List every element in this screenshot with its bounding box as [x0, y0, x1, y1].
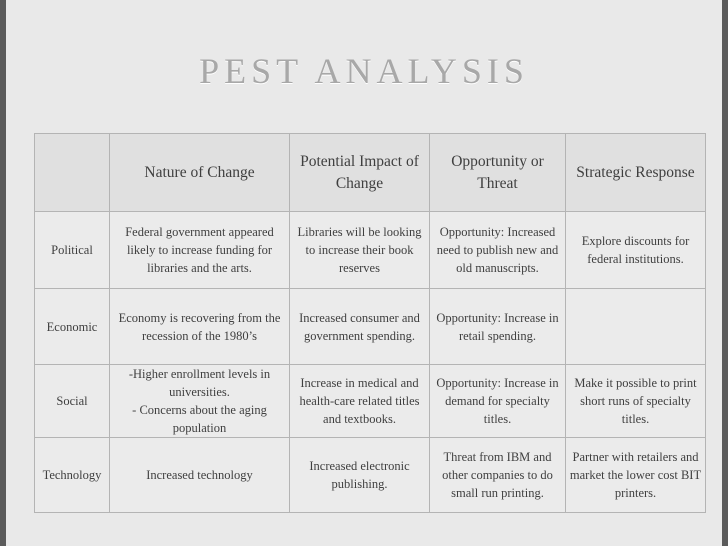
- table-row-political: [35, 212, 706, 289]
- row-label: Economic: [35, 289, 110, 365]
- slide: [6, 0, 722, 546]
- cell-nature: Increased technology: [110, 438, 290, 513]
- slide-title: PEST ANALYSIS: [199, 51, 529, 91]
- cell-impact: Increased consumer and government spending.: [290, 289, 430, 365]
- cell-response: Make it possible to print short runs of specialty titles.: [566, 365, 706, 438]
- cell-nature: -Higher enrollment levels in universities. - Concerns about the aging population: [110, 365, 290, 438]
- table-header-row: [35, 134, 706, 212]
- row-label: Technology: [35, 438, 110, 513]
- cell-opportunity: Threat from IBM and other companies to do small run printing.: [430, 438, 566, 513]
- cell-response: Partner with retailers and market the lower cost BIT printers.: [566, 438, 706, 513]
- cell-impact: Libraries will be looking to increase their book reserves: [290, 212, 430, 289]
- header-cell-opportunity: Opportunity or Threat: [430, 134, 566, 212]
- row-label: Political: [35, 212, 110, 289]
- pest-table: [34, 133, 706, 513]
- cell-nature: Federal government appeared likely to increase funding for libraries and the arts.: [110, 212, 290, 289]
- row-label: Social: [35, 365, 110, 438]
- cell-opportunity: Opportunity: Increase in retail spending.: [430, 289, 566, 365]
- cell-nature: Economy is recovering from the recession of the 1980’s: [110, 289, 290, 365]
- header-cell-nature: Nature of Change: [110, 134, 290, 212]
- cell-response: [566, 289, 706, 365]
- cell-opportunity: Opportunity: Increase in demand for specialty titles.: [430, 365, 566, 438]
- cell-response: Explore discounts for federal institutions.: [566, 212, 706, 289]
- table-row-social: [35, 365, 706, 438]
- cell-opportunity: Opportunity: Increased need to publish new and old manuscripts.: [430, 212, 566, 289]
- table-row-economic: [35, 289, 706, 365]
- header-cell-factor: [35, 134, 110, 212]
- cell-impact: Increased electronic publishing.: [290, 438, 430, 513]
- cell-impact: Increase in medical and health-care related titles and textbooks.: [290, 365, 430, 438]
- header-cell-impact: Potential Impact of Change: [290, 134, 430, 212]
- table-row-technology: [35, 438, 706, 513]
- header-cell-response: Strategic Response: [566, 134, 706, 212]
